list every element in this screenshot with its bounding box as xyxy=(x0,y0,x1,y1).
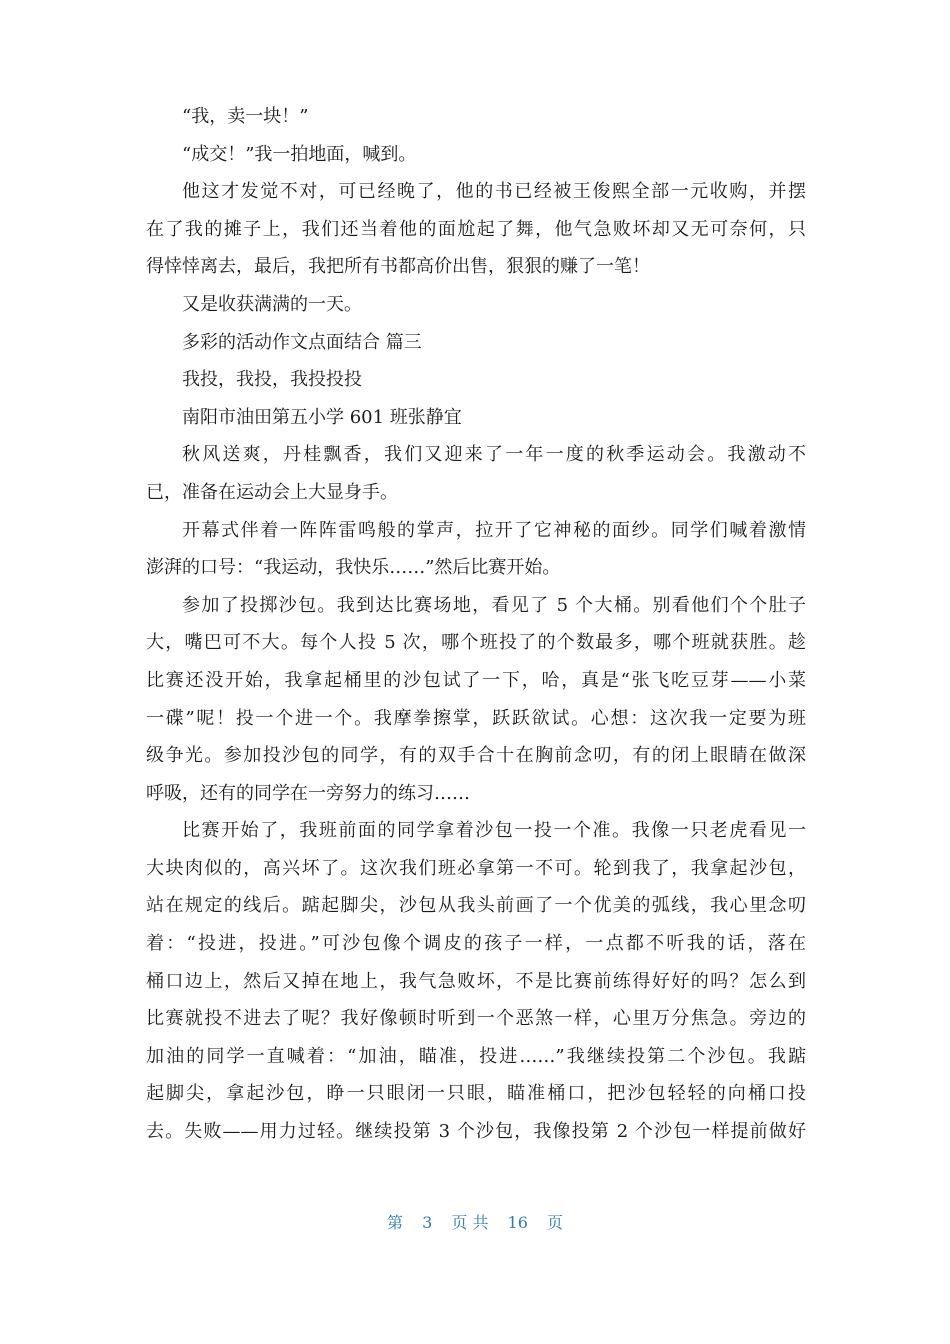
text-line: “我，卖一块！” xyxy=(182,106,309,127)
text-line: 得悻悻离去，最后，我把所有书都高价出售，狠狠的赚了一笔！ xyxy=(146,256,650,278)
text-line: 一碟”呢！投一个进一个。我摩拳擦掌，跃跃欲试。心想：这次我一定要为班 xyxy=(146,707,806,729)
text-line: 在了我的摊子上，我们还当着他的面尬起了舞，他气急败坏却又无可奈何，只 xyxy=(146,218,806,240)
footer-total-pages: 16 xyxy=(507,1213,528,1232)
text-line: 着：“投进，投进。”可沙包像个调皮的孩子一样，一点都不听我的话，落在 xyxy=(146,933,806,955)
text-line: 加油的同学一直喊着：“加油，瞄准，投进……”我继续投第二个沙包。我踮 xyxy=(146,1045,806,1067)
text-line: 桶口边上，然后又掉在地上，我气急败坏，不是比赛前练得好好的吗？怎么到 xyxy=(146,970,806,992)
text-line: 多彩的活动作文点面结合 篇三 xyxy=(182,331,422,353)
text-line: 比赛开始了，我班前面的同学拿着沙包一投一个准。我像一只老虎看见一 xyxy=(182,820,806,842)
footer-prefix: 第 xyxy=(386,1213,403,1232)
text-line: 比赛就投不进去了呢？我好像顿时听到一个恶煞一样，心里万分焦急。旁边的 xyxy=(146,1008,806,1030)
text-line: 去。失败——用力过轻。继续投第 3 个沙包，我像投第 2 个沙包一样提前做好 xyxy=(146,1121,806,1143)
text-line: 呼吸，还有的同学在一旁努力的练习…… xyxy=(146,782,470,804)
text-line: 比赛还没开始，我拿起桶里的沙包试了一下，哈，真是“张飞吃豆芽——小菜 xyxy=(146,669,806,691)
text-line: 起脚尖，拿起沙包，睁一只眼闭一只眼，瞄准桶口，把沙包轻轻的向桶口投 xyxy=(146,1083,806,1105)
page-footer xyxy=(0,1210,950,1233)
text-line: 大块肉似的，高兴坏了。这次我们班必拿第一不可。轮到我了，我拿起沙包， xyxy=(146,857,806,879)
text-line: 级争光。参加投沙包的同学，有的双手合十在胸前念叨，有的闭上眼睛在做深 xyxy=(146,745,806,767)
text-line: 站在规定的线后。踮起脚尖，沙包从我头前画了一个优美的弧线，我心里念叨 xyxy=(146,895,806,917)
text-line: 澎湃的口号：“我运动，我快乐……”然后比赛开始。 xyxy=(146,557,561,579)
footer-suffix: 页 xyxy=(547,1213,564,1232)
text-line: 开幕式伴着一阵阵雷鸣般的掌声，拉开了它神秘的面纱。同学们喊着激情 xyxy=(182,519,806,541)
text-line: 已，准备在运动会上大显身手。 xyxy=(146,481,398,503)
text-line: 秋风送爽，丹桂飘香，我们又迎来了一年一度的秋季运动会。我激动不 xyxy=(182,444,806,466)
text-line: 又是收获满满的一天。 xyxy=(182,293,362,315)
footer-middle: 页 共 xyxy=(451,1213,489,1232)
text-line: 我投，我投，我投投投 xyxy=(182,369,362,391)
text-line: 南阳市油田第五小学 601 班张静宜 xyxy=(182,406,462,428)
body-text xyxy=(146,98,806,1151)
text-line: 参加了投掷沙包。我到达比赛场地，看见了 5 个大桶。别看他们个个肚子 xyxy=(182,594,806,616)
text-line: 大，嘴巴可不大。每个人投 5 次，哪个班投了的个数最多，哪个班就获胜。趁 xyxy=(146,632,806,654)
text-line: “成交！”我一拍地面，喊到。 xyxy=(182,143,417,165)
text-line: 他这才发觉不对，可已经晚了，他的书已经被王俊熙全部一元收购，并摆 xyxy=(182,181,806,203)
footer-page-number: 3 xyxy=(422,1213,433,1232)
